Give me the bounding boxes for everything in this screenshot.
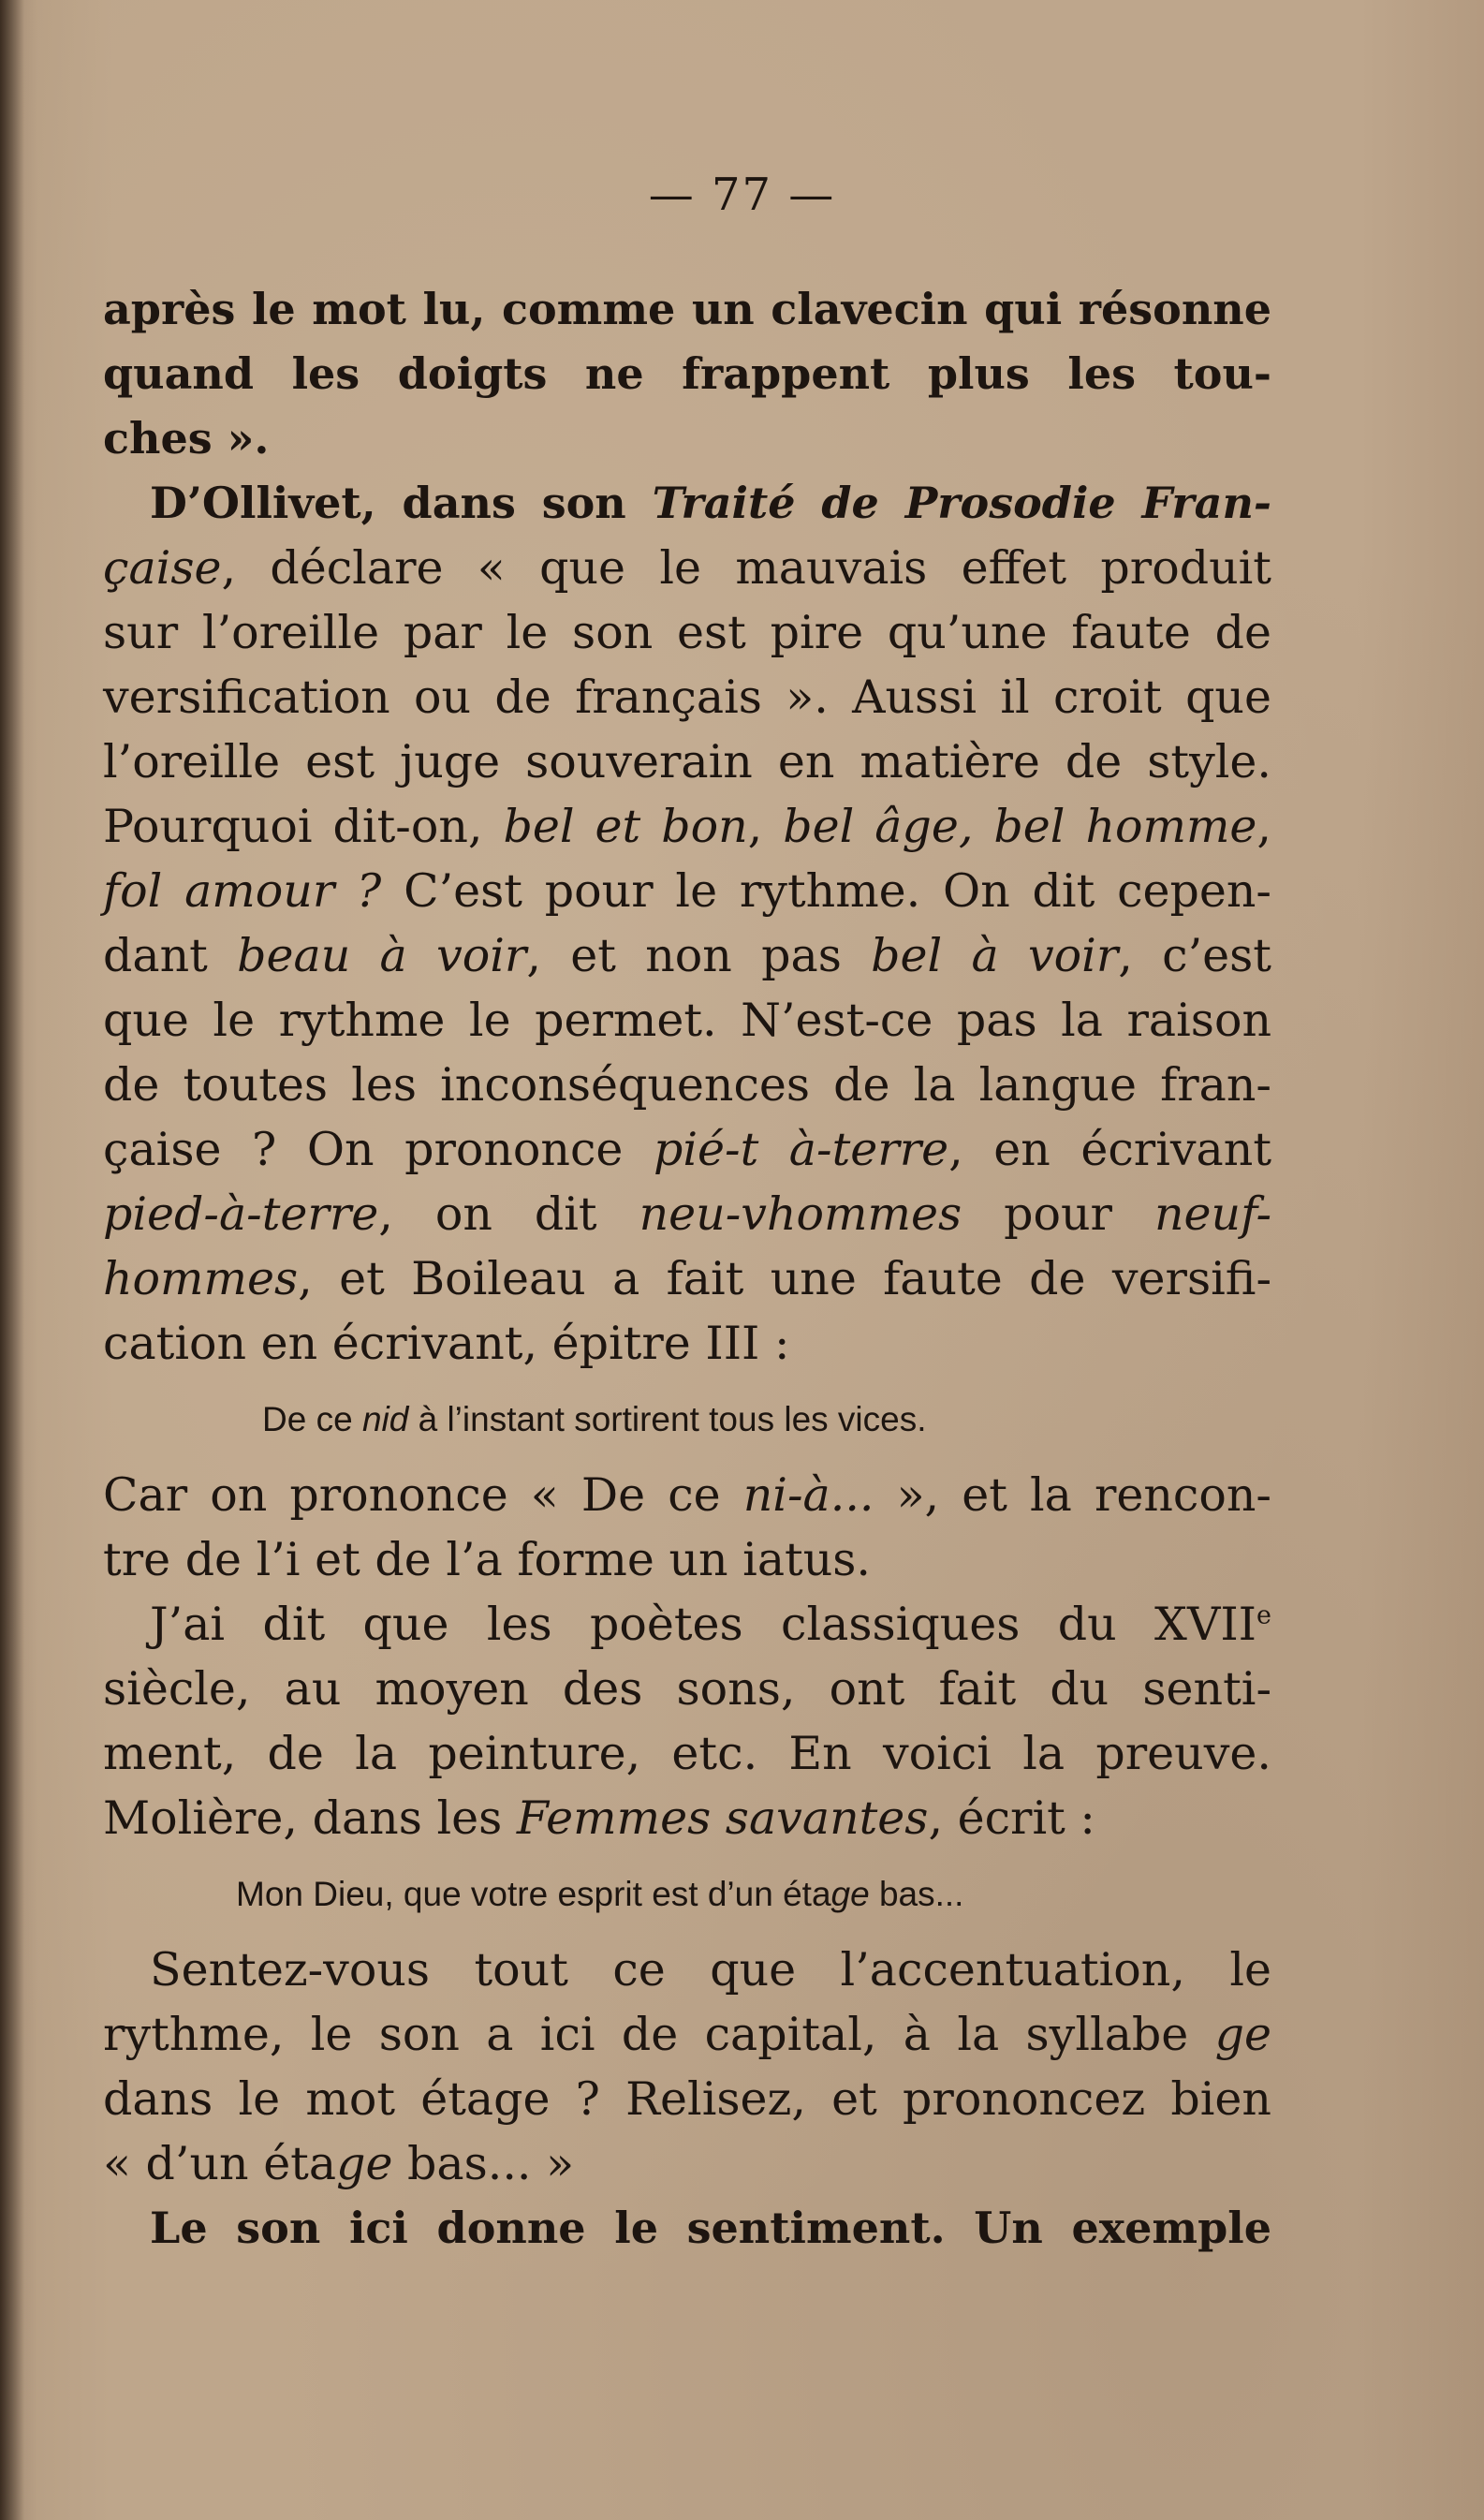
paragraph-start-line: Sentez-vous tout ce que l’accentuation, le [150, 1943, 1271, 1997]
text-line: fol amour ? C’est pour le rythme. On dit cepen- [103, 864, 1271, 918]
text-line: Car on prononce « De ce ni-à... », et la rencon- [103, 1468, 1271, 1522]
text-line: l’oreille est juge souverain en matière de style. [103, 735, 1271, 788]
verse-quotation: De ce nid à l’instant sortirent tous les vices. [262, 1400, 927, 1438]
text-line: rythme, le son a ici de capital, à la syllabe ge [103, 2008, 1271, 2061]
text-line: après le mot lu, comme un clavecin qui résonne [103, 284, 1271, 334]
text-line: que le rythme le permet. N’est-ce pas la raison [103, 994, 1271, 1047]
body-text [103, 277, 1271, 2261]
text-line: hommes, et Boileau a fait une faute de versifi- [103, 1252, 1271, 1305]
text-line: de toutes les inconséquences de la langue fran- [103, 1058, 1271, 1112]
text-line: sur l’oreille par le son est pire qu’une faute de [103, 606, 1271, 659]
text-line: quand les doigts ne frappent plus les tou- [103, 348, 1271, 399]
paragraph-start-line: D’Ollivet, dans son Traité de Prosodie Fran- [150, 478, 1271, 528]
text-line: çaise, déclare « que le mauvais effet produit [103, 541, 1271, 595]
page-number: — 77 — [648, 169, 836, 221]
text-line: dant beau à voir, et non pas bel à voir, c’est [103, 929, 1271, 982]
text-line: siècle, au moyen des sons, ont fait du senti- [103, 1662, 1271, 1716]
verse-quotation: Mon Dieu, que votre esprit est d’un étage bas... [236, 1875, 964, 1913]
text-line: pied-à-terre, on dit neu-vhommes pour neuf- [103, 1187, 1272, 1241]
text-line: Molière, dans les Femmes savantes, écrit : [103, 1791, 1095, 1845]
text-line: Pourquoi dit-on, bel et bon, bel âge, bel homme, [103, 800, 1271, 853]
text-line: çaise ? On prononce pié-t à-terre, en écrivant [103, 1123, 1272, 1176]
text-line: ment, de la peinture, etc. En voici la preuve. [103, 1727, 1271, 1780]
text-line: cation en écrivant, épitre III : [103, 1317, 790, 1370]
text-line: versification ou de français ». Aussi il croit que [103, 671, 1271, 724]
text-line: ches ». [103, 413, 270, 464]
text-line: tre de l’i et de l’a forme un iatus. [103, 1533, 872, 1586]
paragraph-start-line: J’ai dit que les poètes classiques du XVIIe [150, 1598, 1271, 1651]
page-edge-shadow [0, 0, 24, 2520]
text-line: « d’un étage bas... » [103, 2137, 575, 2190]
paragraph-start-line: Le son ici donne le sentiment. Un exemple [150, 2203, 1271, 2253]
text-line: dans le mot étage ? Relisez, et prononcez bien [103, 2072, 1271, 2126]
